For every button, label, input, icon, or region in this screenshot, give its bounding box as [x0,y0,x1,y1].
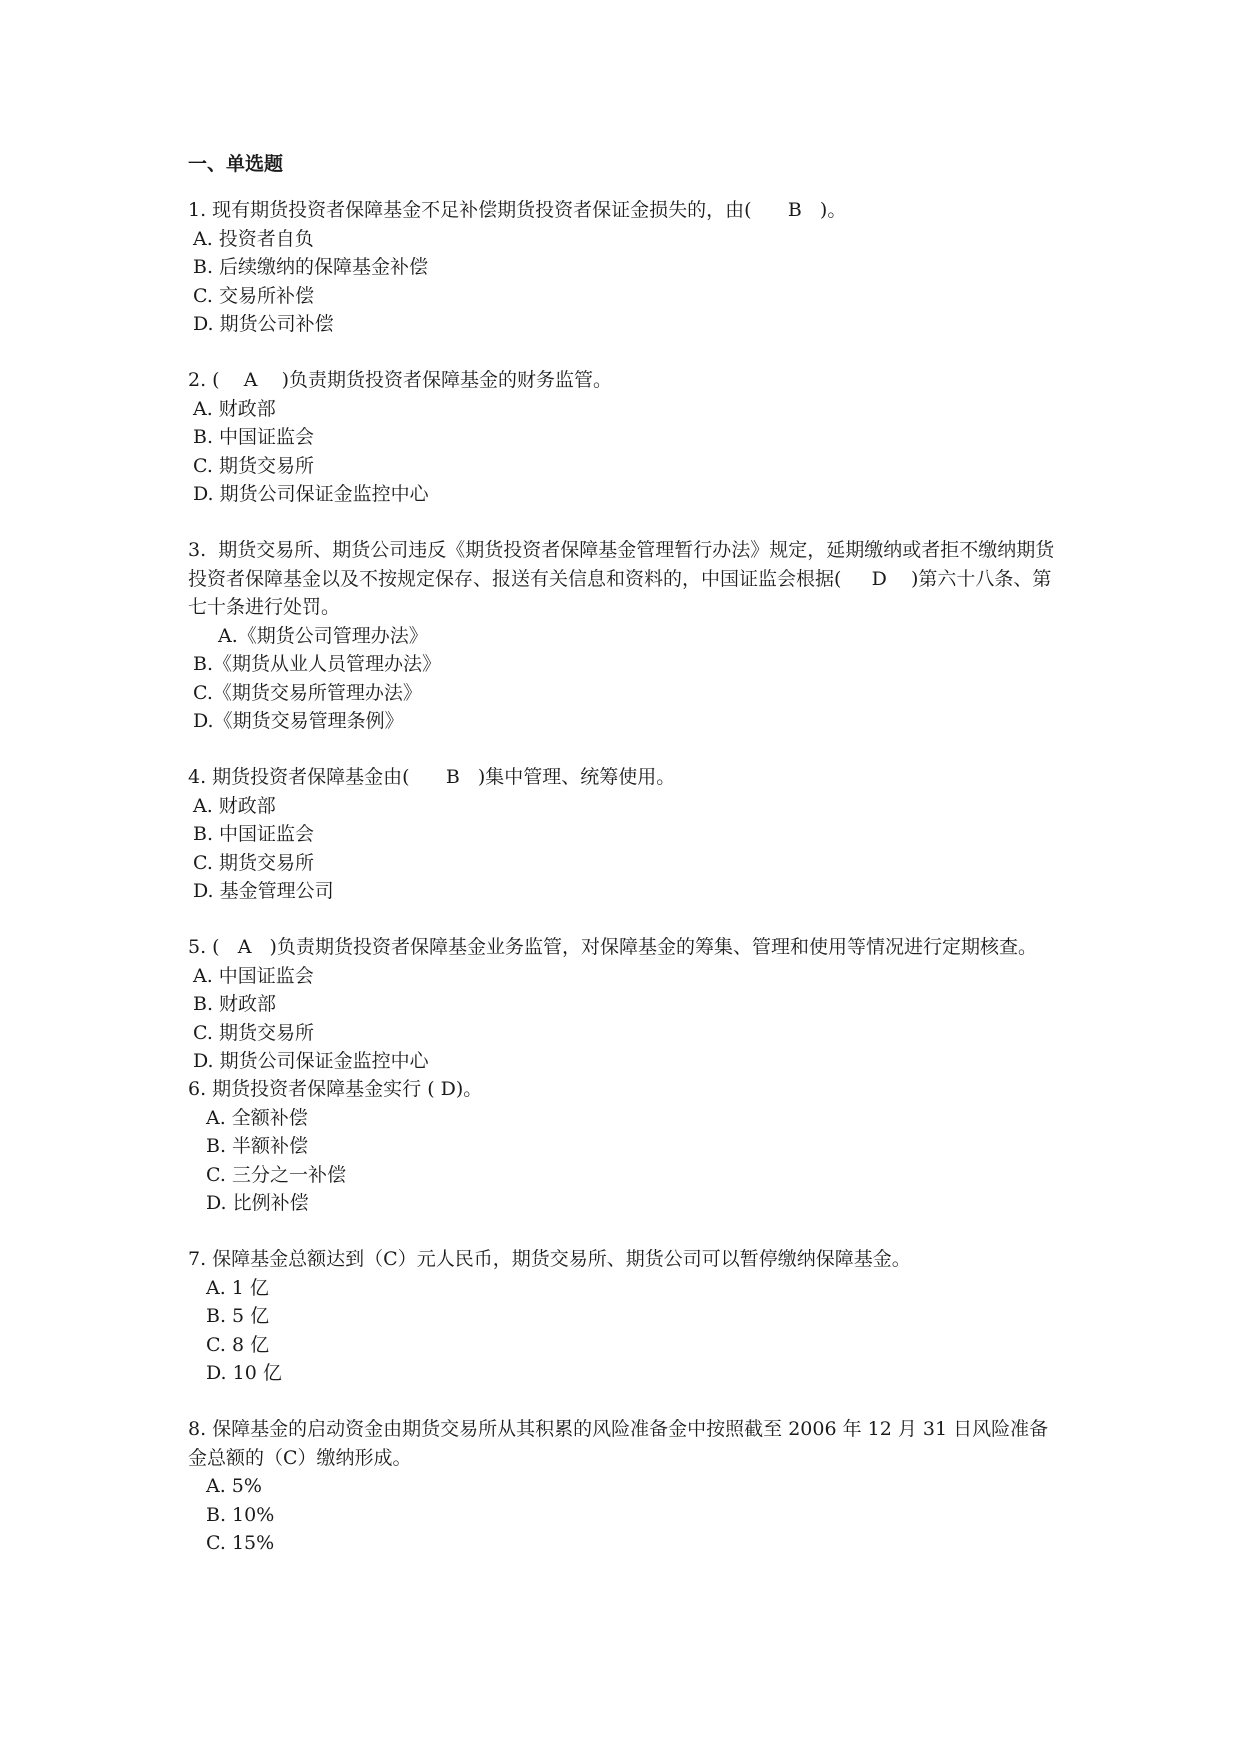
option: D.《期货交易管理条例》 [193,709,404,732]
option: B.《期货从业人员管理办法》 [193,653,442,676]
option: D. 基金管理公司 [193,879,334,902]
options-list [188,225,1058,339]
option: B. 中国证监会 [193,823,315,846]
option: C. 交易所补偿 [193,284,314,307]
option: A. 财政部 [193,794,276,817]
question-text: 6. 期货投资者保障基金实行 ( D)。 [188,1078,483,1101]
option: A. 财政部 [193,397,276,420]
question-1 [188,196,1058,338]
option: A. 1 亿 [206,1276,269,1299]
question-6 [188,1075,1058,1217]
option: A. 投资者自负 [193,227,314,250]
option: B. 5 亿 [206,1305,270,1328]
option: D. 期货公司保证金监控中心 [193,483,429,506]
question-text: 2. ( A )负责期货投资者保障基金的财务监管。 [188,369,613,392]
option: B. 半额补偿 [206,1135,309,1158]
document-content [188,150,1058,1557]
option: D. 比例补偿 [206,1192,309,1214]
option: C. 期货交易所 [193,851,314,874]
question-text: 1. 现有期货投资者保障基金不足补偿期货投资者保证金损失的，由( B )。 [188,199,847,222]
question-text: 5. ( A )负责期货投资者保障基金业务监管，对保障基金的筹集、管理和使用等情况进行定期核查。 [188,936,1037,959]
option: B. 后续缴纳的保障基金补偿 [193,256,429,279]
question-text: 7. 保障基金总额达到（C）元人民币，期货交易所、期货公司可以暂停缴纳保障基金。 [188,1248,911,1271]
options-list [188,395,1058,509]
options-list [188,962,1058,1076]
option: C. 期货交易所 [193,1021,314,1044]
question-2 [188,366,1058,508]
question-text: 4. 期货投资者保障基金由( B )集中管理、统筹使用。 [188,766,676,789]
option: D. 期货公司补偿 [193,313,334,336]
option: C. 15% [206,1532,275,1555]
question-text: 8. 保障基金的启动资金由期货交易所从其积累的风险准备金中按照截至 2006 年 12 月 31 日风险准备金总额的（C）缴纳形成。 [188,1418,1049,1469]
question-8 [188,1415,1058,1557]
option: B. 10% [206,1503,275,1526]
option: B. 中国证监会 [193,426,315,449]
section-title: 一、单选题 [188,153,284,175]
question-text: 3. 期货交易所、期货公司违反《期货投资者保障基金管理暂行办法》规定，延期缴纳或者拒不缴纳期货投资者保障基金以及不按规定保存、报送有关信息和资料的，中国证监会根据( D )第六十八条、第七十条进行处罚。 [188,539,1055,619]
options-list [188,1472,1058,1557]
question-4 [188,763,1058,905]
options-list [188,1274,1058,1388]
question-3 [188,536,1058,735]
option: D. 期货公司保证金监控中心 [193,1049,429,1072]
option: A. 5% [206,1475,262,1498]
question-7 [188,1245,1058,1387]
option: D. 10 亿 [206,1362,282,1385]
option: C. 期货交易所 [193,454,314,477]
question-5 [188,933,1058,1075]
option: A. 全额补偿 [206,1106,308,1129]
option: C. 8 亿 [206,1333,270,1356]
option: A.《期货公司管理办法》 [218,624,428,647]
option: C.《期货交易所管理办法》 [193,681,422,704]
option: B. 财政部 [193,993,277,1016]
option: A. 中国证监会 [193,964,314,987]
options-list [188,622,1058,736]
options-list [188,1104,1058,1218]
options-list [188,792,1058,906]
option: C. 三分之一补偿 [206,1163,346,1186]
